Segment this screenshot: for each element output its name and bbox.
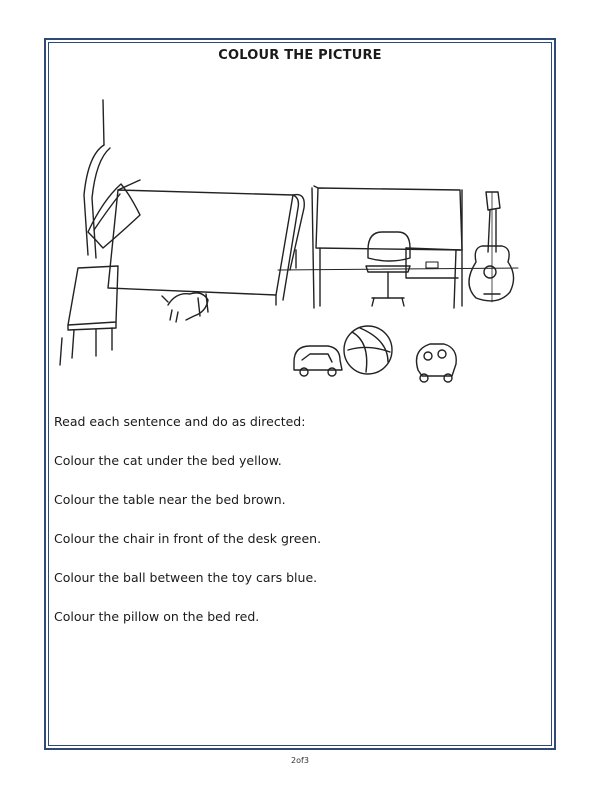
toy-car-icon (294, 346, 342, 376)
pillow-icon (88, 184, 140, 248)
instructions-heading: Read each sentence and do as directed: (54, 414, 306, 429)
instruction-item: Colour the table near the bed brown. (54, 492, 286, 507)
page-number: 2of3 (291, 756, 309, 765)
cat-icon (162, 293, 208, 322)
worksheet-title: COLOUR THE PICTURE (218, 48, 382, 63)
ball-icon (344, 326, 392, 374)
guitar-icon (469, 192, 514, 302)
instruction-item: Colour the pillow on the bed red. (54, 609, 260, 624)
bedroom-illustration (48, 80, 552, 390)
toy-car-icon (417, 344, 457, 382)
instruction-item: Colour the chair in front of the desk green. (54, 531, 322, 546)
instruction-item: Colour the ball between the toy cars blue. (54, 570, 318, 585)
instruction-item: Colour the cat under the bed yellow. (54, 453, 282, 468)
desk-icon (312, 186, 462, 308)
instructions-section (54, 413, 544, 647)
